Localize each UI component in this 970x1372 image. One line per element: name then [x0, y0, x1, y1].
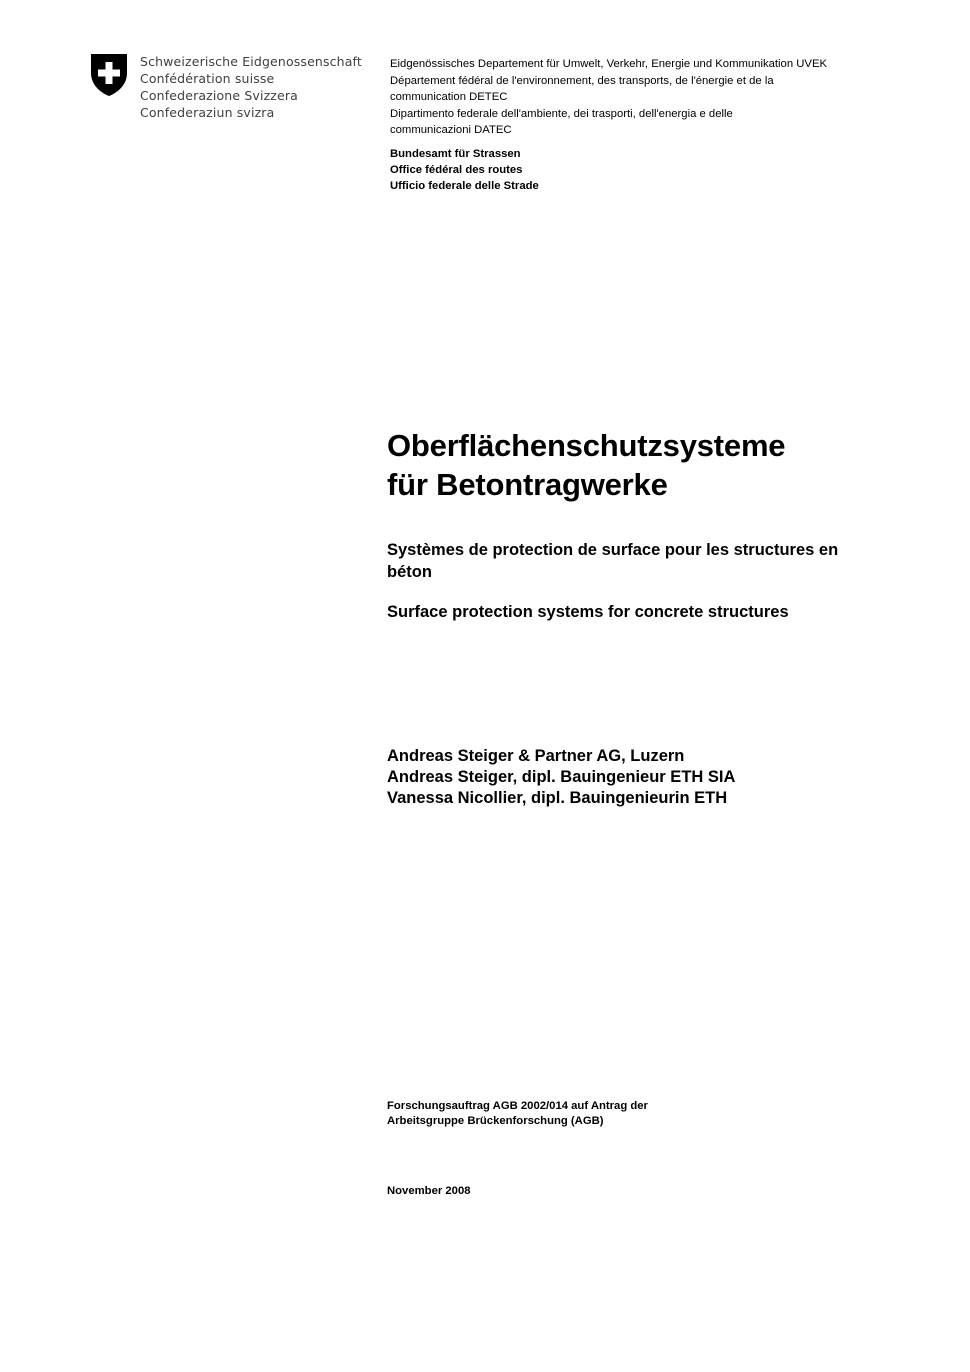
publication-date: November 2008 — [387, 1185, 471, 1197]
office-name-fr: Office fédéral des routes — [390, 164, 523, 176]
department-line: communicazioni DATEC — [390, 124, 512, 136]
office-name-de: Bundesamt für Strassen — [390, 148, 521, 160]
department-line: Dipartimento federale dell'ambiente, dei trasporti, dell'energia e delle — [390, 107, 733, 120]
department-line: communication DETEC — [390, 91, 508, 103]
research-order-line: Arbeitsgruppe Brückenforschung (AGB) — [387, 1114, 604, 1127]
author-list — [387, 746, 735, 809]
department-line: Département fédéral de l'environnement, des transports, de l'énergie et de la — [390, 74, 774, 87]
federal-logo — [90, 53, 360, 123]
office-names — [390, 146, 539, 194]
confederation-name-it: Confederazione Svizzera — [140, 88, 298, 103]
author-name: Vanessa Nicollier, dipl. Bauingenieurin ETH — [387, 789, 728, 807]
office-name-it: Ufficio federale delle Strade — [390, 180, 539, 192]
confederation-name-fr: Confédération suisse — [140, 71, 275, 86]
confederation-name-rm: Confederaziun svizra — [140, 105, 275, 120]
subtitle-french: Systèmes de protection de surface pour les structures en béton — [387, 541, 839, 581]
research-order — [387, 1099, 648, 1128]
document-title — [387, 426, 785, 504]
title-line: für Betontragwerke — [387, 467, 668, 502]
author-firm: Andreas Steiger & Partner AG, Luzern — [387, 747, 685, 765]
department-line: Eidgenössisches Departement für Umwelt, Verkehr, Energie und Kommunikation UVEK — [390, 58, 828, 70]
swiss-shield-icon — [90, 53, 128, 97]
department-names — [390, 56, 890, 139]
confederation-name-de: Schweizerische Eidgenossenschaft — [140, 54, 362, 69]
research-order-line: Forschungsauftrag AGB 2002/014 auf Antrag der — [387, 1100, 648, 1112]
subtitle-english: Surface protection systems for concrete structures — [387, 603, 789, 621]
author-name: Andreas Steiger, dipl. Bauingenieur ETH SIA — [387, 768, 736, 786]
title-line: Oberflächenschutzsysteme — [387, 428, 786, 463]
confederation-names — [140, 53, 362, 121]
